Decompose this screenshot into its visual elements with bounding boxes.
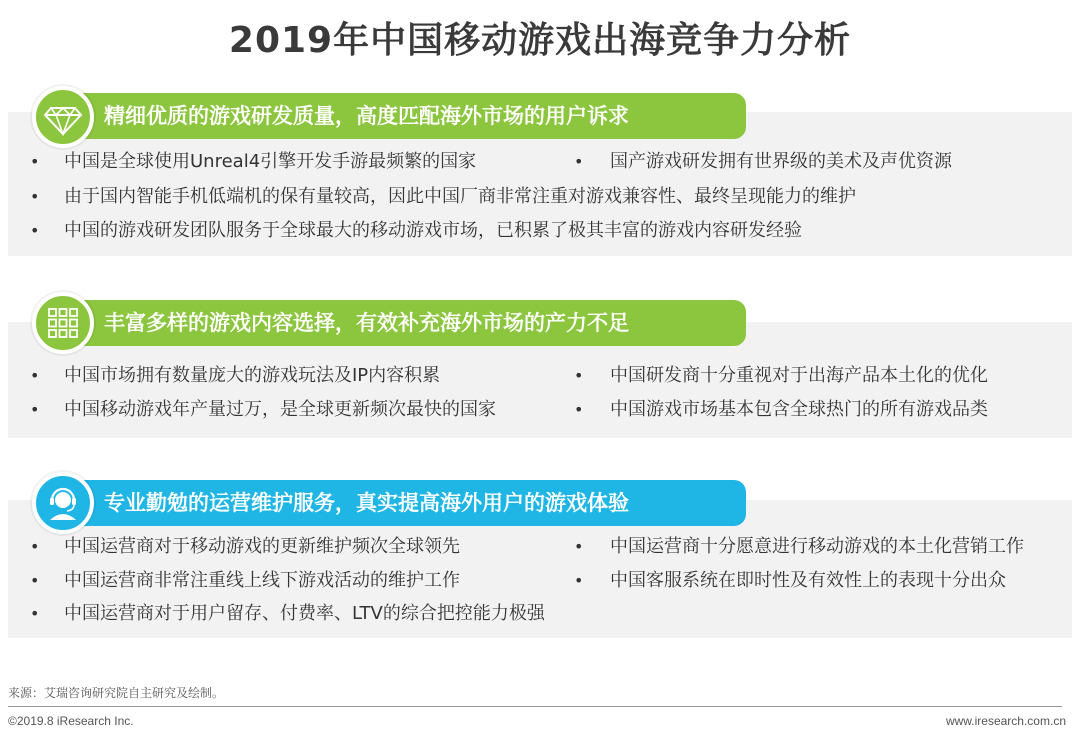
bullet: • [30,366,40,385]
list-item: 由于国内智能手机低端机的保有量较高，因此中国厂商非常注重对游戏兼容性、最终呈现能力的维护 [64,186,856,207]
bullet: • [30,221,40,240]
bullet: • [30,152,40,171]
bullet: • [574,537,584,556]
copyright-text: ©2019.8 iResearch Inc. [8,714,134,728]
bullet: • [30,571,40,590]
bullet: • [574,400,584,419]
list-item: 中国运营商十分愿意进行移动游戏的本土化营销工作 [610,536,1024,557]
bullet: • [574,571,584,590]
bullet: • [574,366,584,385]
list-item: 中国客服系统在即时性及有效性上的表现十分出众 [610,570,1006,591]
list-item: 国产游戏研发拥有世界级的美术及声优资源 [610,151,952,172]
bullet: • [30,400,40,419]
list-item: 中国游戏市场基本包含全球热门的所有游戏品类 [610,399,988,420]
section-banner-quality: 精细优质的游戏研发质量，高度匹配海外市场的用户诉求 [46,93,746,139]
diamond-icon [32,86,94,148]
list-item: 中国移动游戏年产量过万，是全球更新频次最快的国家 [64,399,496,420]
bullet: • [574,152,584,171]
list-item: 中国运营商对于移动游戏的更新维护频次全球领先 [64,536,460,557]
headset-agent-icon [32,472,94,534]
list-item: 中国研发商十分重视对于出海产品本土化的优化 [610,365,988,386]
bullet: • [30,604,40,623]
section-banner-operations: 专业勤勉的运营维护服务，真实提高海外用户的游戏体验 [46,480,746,526]
bullet: • [30,537,40,556]
list-item: 中国市场拥有数量庞大的游戏玩法及IP内容积累 [64,365,441,386]
source-note: 来源：艾瑞咨询研究院自主研究及绘制。 [8,686,225,700]
list-item: 中国运营商非常注重线上线下游戏活动的维护工作 [64,570,460,591]
list-item: 中国运营商对于用户留存、付费率、LTV的综合把控能力极强 [64,603,545,624]
footer-divider [8,706,1062,707]
bullet: • [30,187,40,206]
grid-icon [32,292,94,354]
section-banner-content: 丰富多样的游戏内容选择，有效补充海外市场的产力不足 [46,300,746,346]
list-item: 中国是全球使用Unreal4引擎开发手游最频繁的国家 [64,151,477,172]
page-title: 2019年中国移动游戏出海竞争力分析 [228,20,852,61]
list-item: 中国的游戏研发团队服务于全球最大的移动游戏市场，已积累了极其丰富的游戏内容研发经验 [64,220,802,241]
website-link[interactable]: www.iresearch.com.cn [945,714,1066,728]
